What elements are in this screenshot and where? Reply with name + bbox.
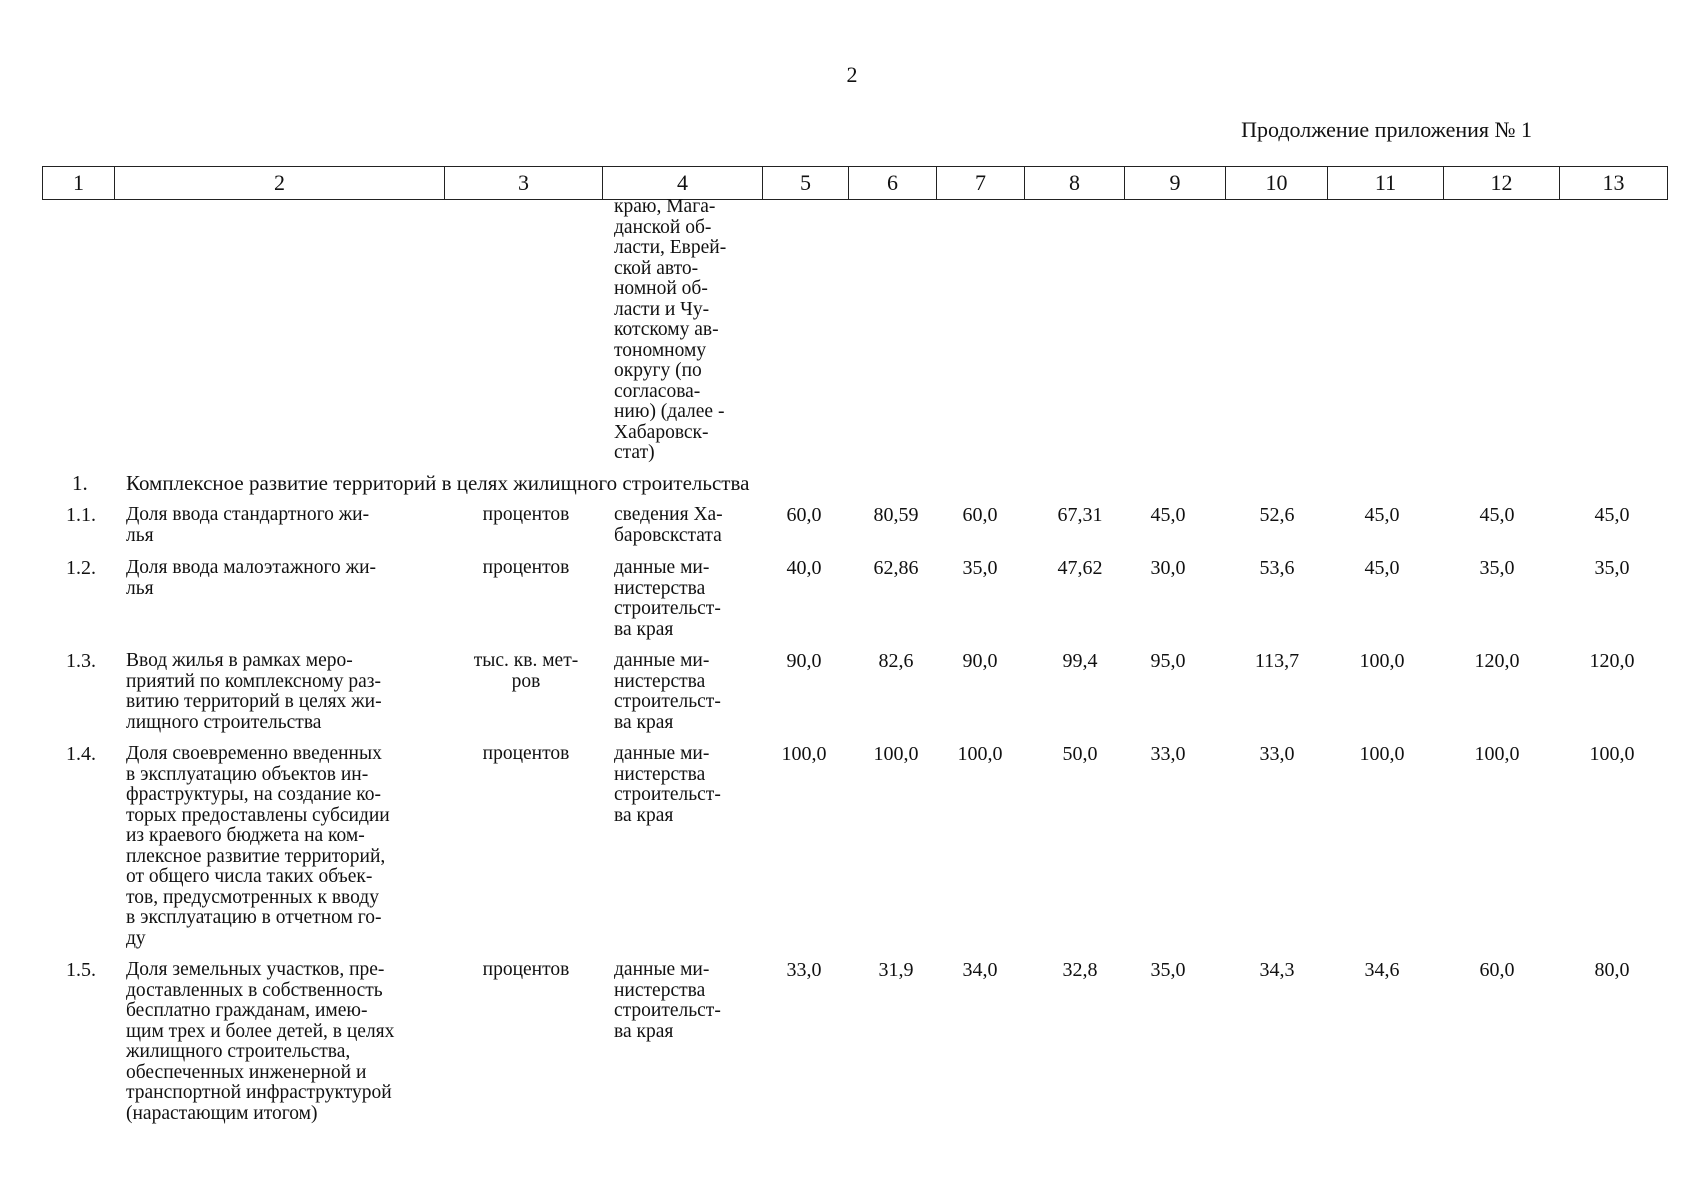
value-cell: 100,0: [873, 743, 919, 765]
value-cell: 33,0: [786, 959, 822, 981]
value-cell: 35,0: [962, 557, 998, 579]
value-cell: 100,0: [1359, 743, 1405, 765]
indicator-name: Доля ввода стандартного жи- лья: [126, 504, 370, 546]
unit: тыс. кв. мет- ров: [473, 650, 579, 692]
section-number: 1.: [72, 471, 88, 495]
value-cell: 45,0: [1150, 504, 1186, 526]
data-source: данные ми- нистерства строительст- ва края: [614, 650, 721, 733]
value-cell: 80,0: [1594, 959, 1630, 981]
text-line: нию) (далее -: [614, 401, 725, 422]
value-cell: 35,0: [1479, 557, 1515, 579]
column-number: 2: [115, 167, 445, 200]
column-number: 1: [43, 167, 115, 200]
value-cell: 32,8: [1062, 959, 1098, 981]
text-line: ской авто-: [614, 257, 699, 279]
value-cell: 60,0: [962, 504, 998, 526]
row-number: 1.5.: [66, 959, 96, 981]
column-number: 4: [603, 167, 763, 200]
data-source: данные ми- нистерства строительст- ва края: [614, 743, 721, 826]
text-line: краю, Мага-: [614, 196, 716, 217]
continued-source-cell: [614, 197, 754, 464]
value-cell: 34,6: [1364, 959, 1400, 981]
unit: процентов: [482, 504, 570, 525]
column-number: 6: [849, 167, 937, 200]
data-source: данные ми- нистерства строительст- ва края: [614, 557, 721, 640]
column-number: 5: [763, 167, 849, 200]
text-line: котскому ав-: [614, 319, 719, 340]
data-source: сведения Ха- баровскстата: [614, 504, 723, 546]
value-cell: 45,0: [1479, 504, 1515, 526]
indicator-name: Ввод жилья в рамках меро- приятий по комплексному раз- витию территорий в целях жи- лищного строительства: [126, 650, 382, 733]
unit: процентов: [482, 743, 570, 764]
value-cell: 100,0: [957, 743, 1003, 765]
value-cell: 120,0: [1474, 650, 1520, 672]
value-cell: 62,86: [873, 557, 919, 579]
column-number: 8: [1025, 167, 1125, 200]
value-cell: 35,0: [1150, 959, 1186, 981]
value-cell: 34,0: [962, 959, 998, 981]
value-cell: 120,0: [1589, 650, 1635, 672]
indicator-name: Доля своевременно введенных в эксплуатацию объектов ин- фраструктуры, на создание ко- торых предоставлены субсидии из краевого бюджета на ком- плексное развитие территорий, от общего числа таких объек- тов, предусмотренных к вводу в эксплуатацию в отчетном го- ду: [126, 743, 390, 949]
value-cell: 60,0: [786, 504, 822, 526]
value-cell: 60,0: [1479, 959, 1515, 981]
value-cell: 33,0: [1150, 743, 1186, 765]
value-cell: 82,6: [878, 650, 914, 672]
text-line: согласова-: [614, 380, 701, 402]
data-source: данные ми- нистерства строительст- ва края: [614, 959, 721, 1042]
value-cell: 80,59: [873, 504, 919, 526]
column-number: 13: [1560, 167, 1668, 200]
unit: процентов: [482, 557, 570, 578]
row-number: 1.3.: [66, 650, 96, 672]
text-line: тономному: [614, 339, 707, 361]
text-line: номной об-: [614, 278, 708, 299]
column-number: 12: [1444, 167, 1560, 200]
value-cell: 95,0: [1150, 650, 1186, 672]
value-cell: 90,0: [962, 650, 998, 672]
row-number: 1.2.: [66, 557, 96, 579]
text-line: ласти и Чу-: [614, 298, 710, 320]
section-title: Комплексное развитие территорий в целях жилищного строительства: [126, 471, 750, 495]
column-number: 11: [1328, 167, 1444, 200]
value-cell: 52,6: [1259, 504, 1295, 526]
value-cell: 100,0: [781, 743, 827, 765]
row-number: 1.1.: [66, 504, 96, 526]
value-cell: 45,0: [1594, 504, 1630, 526]
text-line: ласти, Еврей-: [614, 237, 727, 258]
text-line: Хабаровск-: [614, 421, 709, 443]
column-number: 3: [445, 167, 603, 200]
value-cell: 31,9: [878, 959, 914, 981]
column-number-header: [42, 166, 1668, 200]
text-line: данской об-: [614, 216, 712, 238]
value-cell: 67,31: [1057, 504, 1103, 526]
value-cell: 40,0: [786, 557, 822, 579]
indicator-name: Доля ввода малоэтажного жи- лья: [126, 557, 377, 599]
value-cell: 100,0: [1359, 650, 1405, 672]
indicator-name: Доля земельных участков, пре- доставленных в собственность бесплатно гражданам, имею- щим трех и более детей, в целях жилищного строительства, обеспеченных инженерной и транспортной инфраструктурой (нарастающим итогом): [126, 959, 395, 1124]
value-cell: 45,0: [1364, 557, 1400, 579]
value-cell: 47,62: [1057, 557, 1103, 579]
value-cell: 90,0: [786, 650, 822, 672]
column-number: 7: [937, 167, 1025, 200]
row-number: 1.4.: [66, 743, 96, 765]
value-cell: 100,0: [1474, 743, 1520, 765]
unit: процентов: [482, 959, 570, 980]
value-cell: 100,0: [1589, 743, 1635, 765]
value-cell: 53,6: [1259, 557, 1295, 579]
value-cell: 45,0: [1364, 504, 1400, 526]
appendix-continuation-note: Продолжение приложения № 1: [1241, 117, 1532, 142]
column-number: 10: [1226, 167, 1328, 200]
value-cell: 50,0: [1062, 743, 1098, 765]
value-cell: 33,0: [1259, 743, 1295, 765]
value-cell: 34,3: [1259, 959, 1295, 981]
value-cell: 99,4: [1062, 650, 1098, 672]
value-cell: 113,7: [1254, 650, 1300, 672]
value-cell: 30,0: [1150, 557, 1186, 579]
text-line: стат): [614, 442, 655, 463]
text-line: округу (по: [614, 360, 702, 381]
column-number: 9: [1125, 167, 1226, 200]
page-number: 2: [846, 62, 858, 87]
value-cell: 35,0: [1594, 557, 1630, 579]
